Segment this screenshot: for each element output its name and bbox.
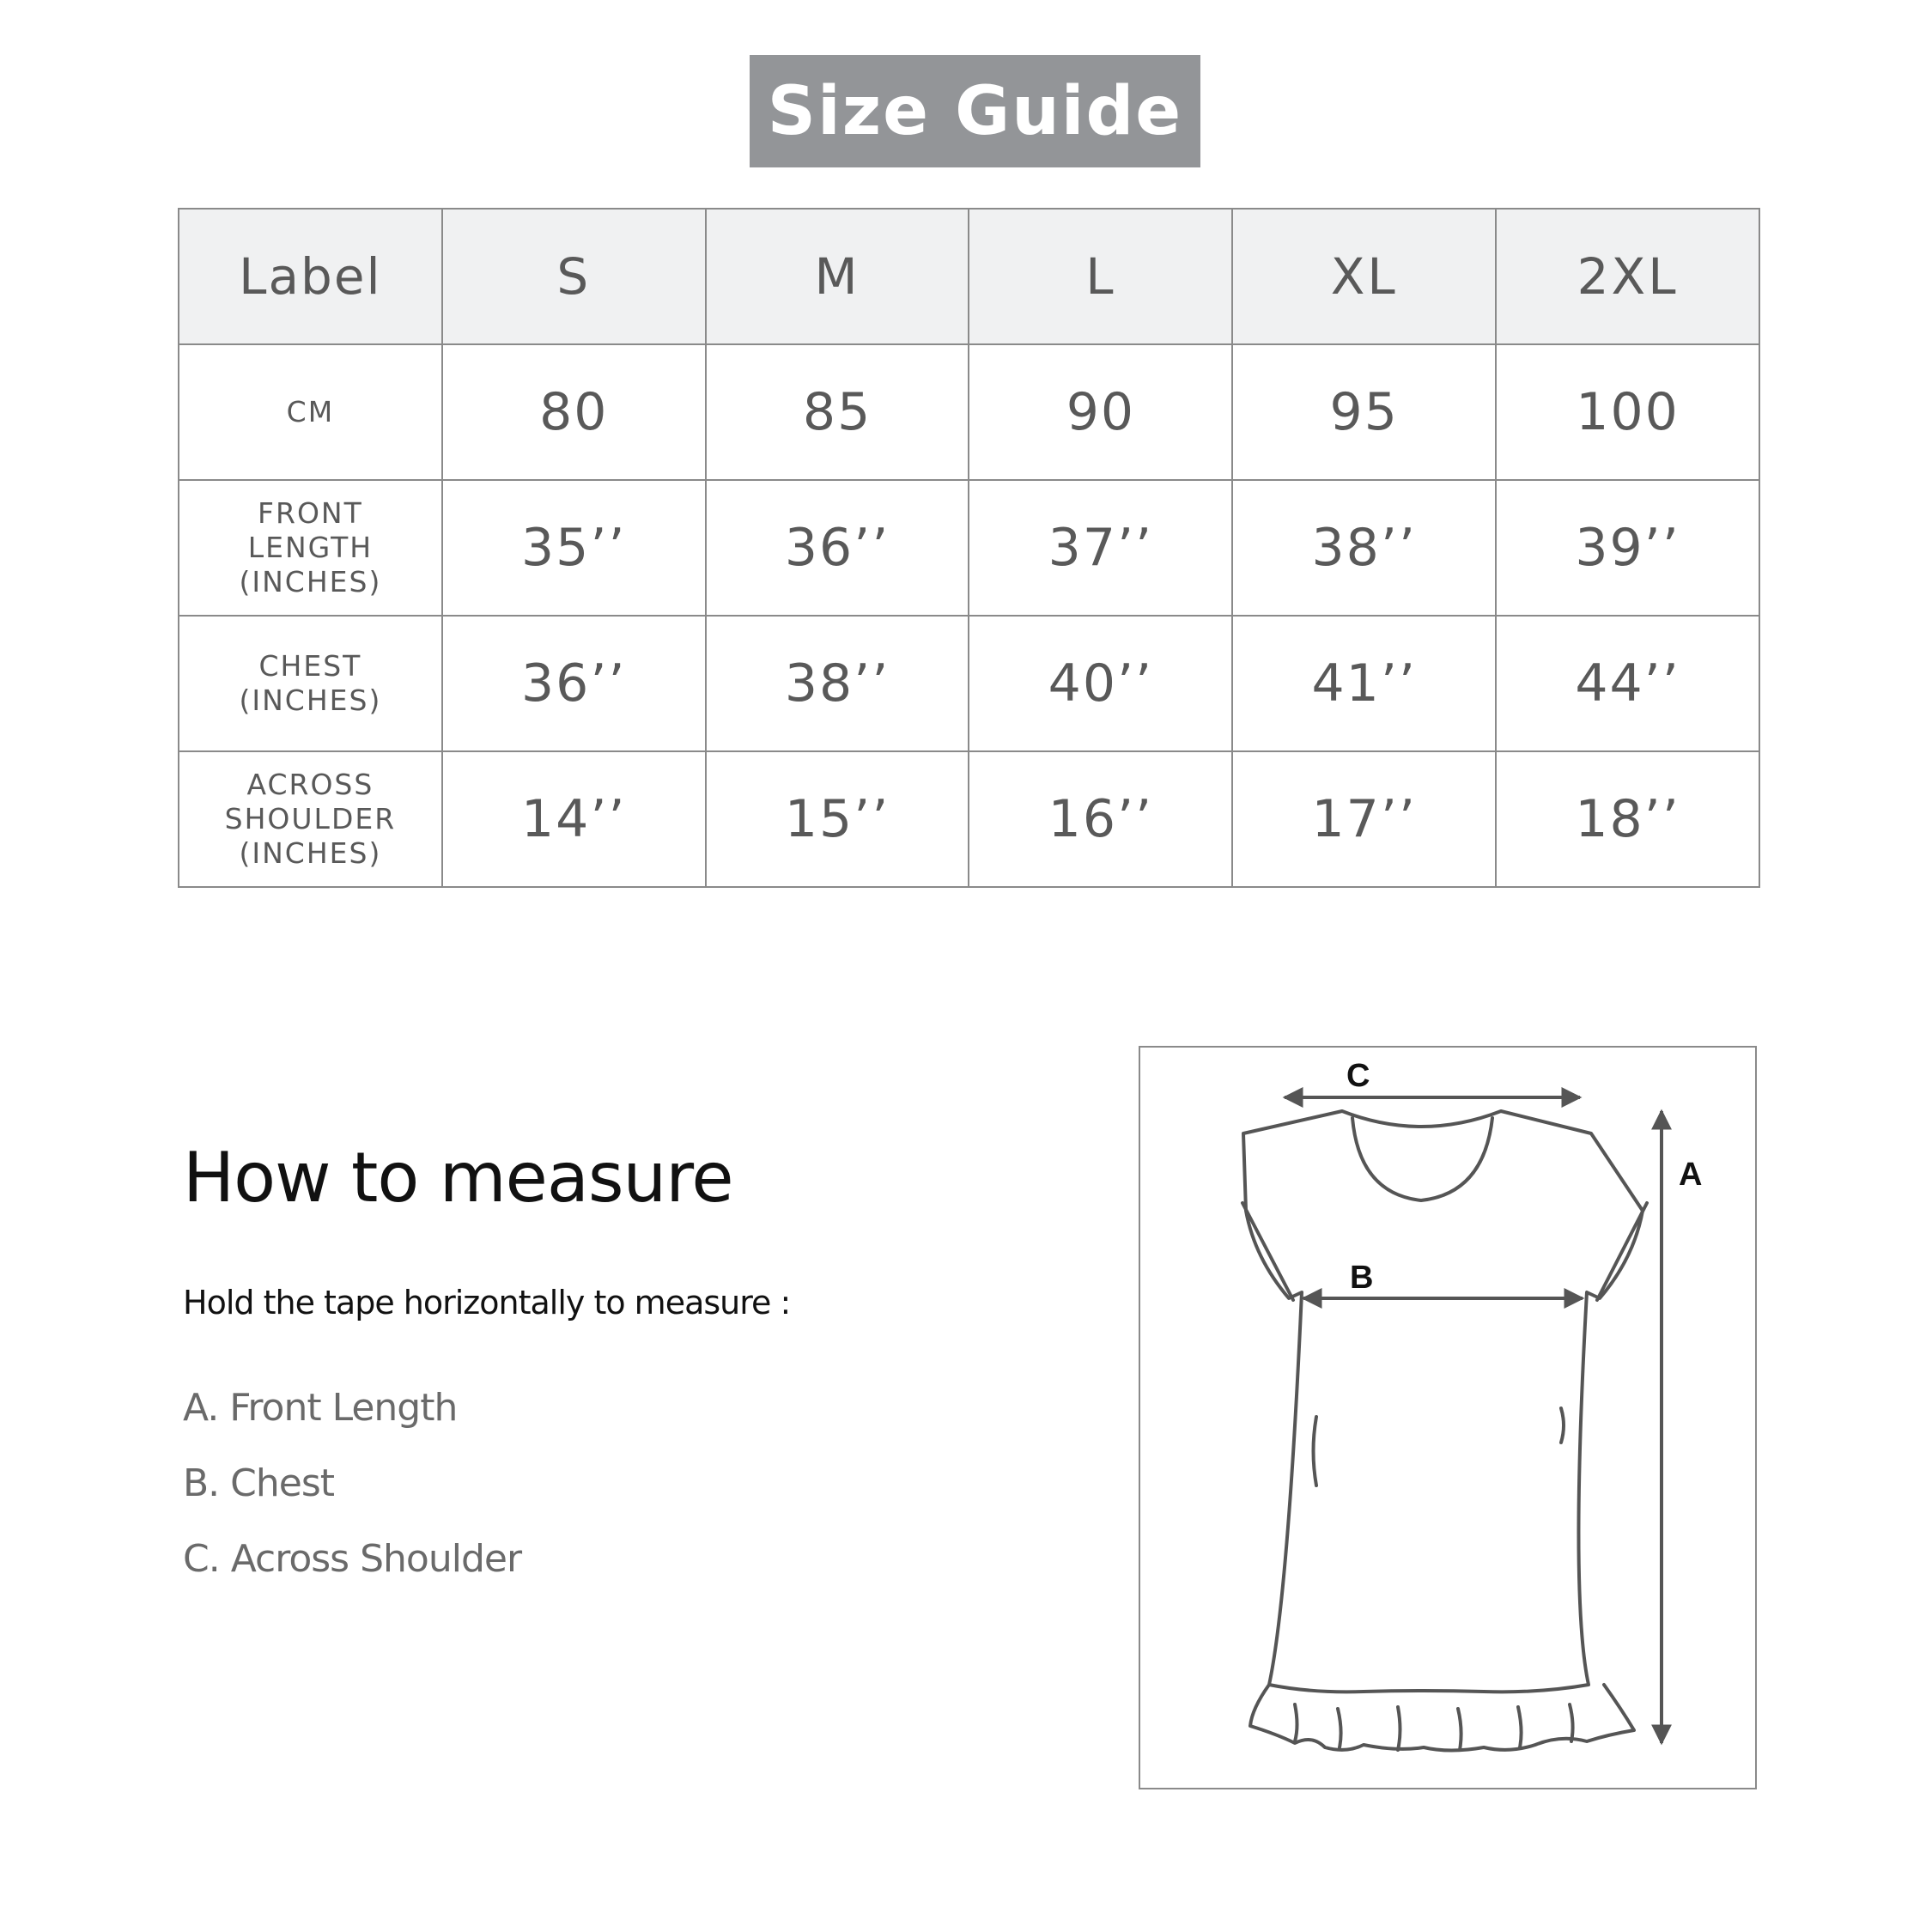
header-cell-xl: XL — [1232, 209, 1496, 344]
left-sleeve-hem — [1242, 1203, 1293, 1300]
header-cell-l: L — [969, 209, 1232, 344]
table-cell: 17’’ — [1232, 751, 1496, 887]
ruffle-fold — [1338, 1709, 1341, 1747]
table-row-front-length — [179, 480, 1759, 616]
dimension-label-a: A — [1679, 1157, 1703, 1193]
measure-list — [183, 1382, 521, 1609]
table-cell: 85 — [706, 344, 969, 480]
table-cell: 44’’ — [1496, 616, 1759, 751]
ruffle-fold — [1398, 1707, 1400, 1750]
header-cell-m: M — [706, 209, 969, 344]
ruffle-fold — [1458, 1709, 1461, 1750]
row-label: CM — [179, 344, 442, 480]
right-sleeve-hem — [1597, 1203, 1647, 1300]
table-cell: 14’’ — [442, 751, 706, 887]
header-cell-label: Label — [179, 209, 442, 344]
header-cell-s: S — [442, 209, 706, 344]
table-cell: 38’’ — [1232, 480, 1496, 616]
header-cell-2xl: 2XL — [1496, 209, 1759, 344]
how-to-measure-heading: How to measure — [183, 1138, 733, 1218]
ruffle-hem — [1250, 1685, 1634, 1751]
table-cell: 36’’ — [442, 616, 706, 751]
measurement-diagram — [1139, 1046, 1757, 1789]
list-item: B. Chest — [183, 1461, 335, 1505]
table-cell: 35’’ — [442, 480, 706, 616]
dress-outline-icon — [1140, 1048, 1755, 1788]
table-cell: 41’’ — [1232, 616, 1496, 751]
dimension-label-b: B — [1350, 1260, 1374, 1296]
table-row-across-shoulder — [179, 751, 1759, 887]
table-cell: 37’’ — [969, 480, 1232, 616]
table-row-chest — [179, 616, 1759, 751]
table-cell: 15’’ — [706, 751, 969, 887]
table-cell: 95 — [1232, 344, 1496, 480]
measure-instruction: Hold the tape horizontally to measure : — [183, 1284, 791, 1321]
ruffle-fold — [1518, 1707, 1522, 1747]
list-item: C. Across Shoulder — [183, 1537, 522, 1581]
table-header-row — [179, 209, 1759, 344]
side-seam-left — [1314, 1417, 1317, 1485]
table-cell: 16’’ — [969, 751, 1232, 887]
table-cell: 38’’ — [706, 616, 969, 751]
row-label: FRONT LENGTH (INCHES) — [179, 480, 442, 616]
table-cell: 90 — [969, 344, 1232, 480]
table-row-cm — [179, 344, 1759, 480]
table-cell: 40’’ — [969, 616, 1232, 751]
size-table — [178, 208, 1760, 888]
table-cell: 100 — [1496, 344, 1759, 480]
neckline — [1352, 1118, 1492, 1200]
row-label: ACROSS SHOULDER (INCHES) — [179, 751, 442, 887]
list-item: A. Front Length — [183, 1386, 458, 1430]
dimension-label-c: C — [1346, 1058, 1370, 1094]
table-cell: 80 — [442, 344, 706, 480]
ruffle-fold — [1570, 1704, 1573, 1741]
table-cell: 39’’ — [1496, 480, 1759, 616]
dress-body-outline — [1243, 1111, 1643, 1692]
ruffle-fold — [1295, 1704, 1297, 1741]
side-seam-right — [1561, 1408, 1564, 1443]
table-cell: 36’’ — [706, 480, 969, 616]
page-title: Size Guide — [750, 55, 1200, 167]
table-cell: 18’’ — [1496, 751, 1759, 887]
row-label: CHEST (INCHES) — [179, 616, 442, 751]
